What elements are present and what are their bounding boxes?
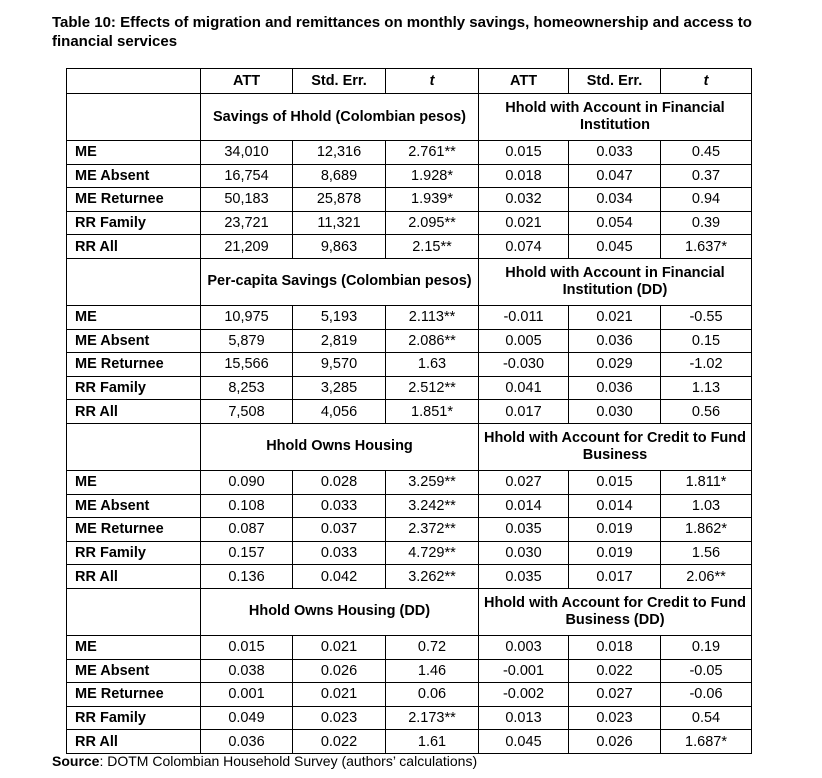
- value-cell: 16,754: [201, 164, 293, 188]
- row-label: ME Returnee: [67, 188, 201, 212]
- section-label-cell: [67, 258, 201, 305]
- value-cell: 0.029: [569, 353, 661, 377]
- value-cell: 4,056: [293, 400, 386, 424]
- table-row: [67, 683, 752, 707]
- value-cell: 0.015: [201, 635, 293, 659]
- section-label-cell: [67, 423, 201, 470]
- table-row: [67, 164, 752, 188]
- value-cell: 0.033: [569, 141, 661, 165]
- value-cell: -1.02: [661, 353, 752, 377]
- row-label: ME Returnee: [67, 518, 201, 542]
- table-row: [67, 541, 752, 565]
- section-title-left: Hhold Owns Housing: [201, 423, 479, 470]
- value-cell: 0.06: [386, 683, 479, 707]
- row-label: ME Absent: [67, 659, 201, 683]
- value-cell: 8,253: [201, 376, 293, 400]
- row-label: RR All: [67, 400, 201, 424]
- results-table: [66, 68, 752, 754]
- section-header-row: [67, 588, 752, 635]
- section-title-right: Hhold with Account for Credit to Fund Business: [479, 423, 752, 470]
- value-cell: 0.015: [569, 470, 661, 494]
- section-title-left: Hhold Owns Housing (DD): [201, 588, 479, 635]
- value-cell: 23,721: [201, 211, 293, 235]
- value-cell: 0.026: [293, 659, 386, 683]
- table-row: [67, 518, 752, 542]
- value-cell: 2.086**: [386, 329, 479, 353]
- value-cell: 34,010: [201, 141, 293, 165]
- value-cell: 0.021: [479, 211, 569, 235]
- value-cell: 11,321: [293, 211, 386, 235]
- value-cell: 0.003: [479, 635, 569, 659]
- section-header-row: [67, 94, 752, 141]
- value-cell: 0.56: [661, 400, 752, 424]
- value-cell: 0.94: [661, 188, 752, 212]
- table-row: [67, 235, 752, 259]
- value-cell: 0.017: [569, 565, 661, 589]
- table-row: [67, 635, 752, 659]
- value-cell: 0.027: [479, 470, 569, 494]
- table-row: [67, 353, 752, 377]
- value-cell: 0.15: [661, 329, 752, 353]
- value-cell: 0.37: [661, 164, 752, 188]
- section-label-cell: [67, 94, 201, 141]
- table-row: [67, 565, 752, 589]
- value-cell: 3,285: [293, 376, 386, 400]
- row-label: ME: [67, 141, 201, 165]
- value-cell: 0.035: [479, 518, 569, 542]
- col-header-std-err: Std. Err.: [293, 69, 386, 94]
- table-row: [67, 329, 752, 353]
- value-cell: 0.015: [479, 141, 569, 165]
- corner-cell: [67, 69, 201, 94]
- section-header-row: [67, 423, 752, 470]
- value-cell: 0.074: [479, 235, 569, 259]
- value-cell: 0.034: [569, 188, 661, 212]
- col-header-att: ATT: [201, 69, 293, 94]
- value-cell: 0.036: [569, 376, 661, 400]
- value-cell: 0.019: [569, 518, 661, 542]
- value-cell: -0.001: [479, 659, 569, 683]
- value-cell: 0.036: [201, 730, 293, 754]
- table-row: [67, 494, 752, 518]
- value-cell: 0.005: [479, 329, 569, 353]
- value-cell: 0.021: [569, 305, 661, 329]
- section-header-row: [67, 258, 752, 305]
- row-label: ME Absent: [67, 329, 201, 353]
- value-cell: 0.018: [569, 635, 661, 659]
- table-row: [67, 470, 752, 494]
- value-cell: 2.372**: [386, 518, 479, 542]
- table-row: [67, 305, 752, 329]
- value-cell: 1.13: [661, 376, 752, 400]
- table-row: [67, 659, 752, 683]
- value-cell: 2.113**: [386, 305, 479, 329]
- value-cell: 1.928*: [386, 164, 479, 188]
- value-cell: 1.811*: [661, 470, 752, 494]
- value-cell: 0.022: [569, 659, 661, 683]
- row-label: ME: [67, 305, 201, 329]
- value-cell: 2.512**: [386, 376, 479, 400]
- value-cell: 7,508: [201, 400, 293, 424]
- value-cell: 1.637*: [661, 235, 752, 259]
- table-row: [67, 706, 752, 730]
- value-cell: 0.030: [479, 541, 569, 565]
- column-header-row: [67, 69, 752, 94]
- table-row: [67, 211, 752, 235]
- value-cell: 0.045: [569, 235, 661, 259]
- row-label: RR Family: [67, 706, 201, 730]
- section-title-right: Hhold with Account for Credit to Fund Business (DD): [479, 588, 752, 635]
- row-label: RR Family: [67, 541, 201, 565]
- value-cell: 0.136: [201, 565, 293, 589]
- table-row: [67, 188, 752, 212]
- table-title: Table 10: Effects of migration and remittances on monthly savings, homeownership and access to financial services: [52, 14, 752, 50]
- row-label: RR Family: [67, 376, 201, 400]
- value-cell: 3.259**: [386, 470, 479, 494]
- table-row: [67, 376, 752, 400]
- value-cell: 1.63: [386, 353, 479, 377]
- value-cell: -0.06: [661, 683, 752, 707]
- row-label: ME: [67, 470, 201, 494]
- value-cell: 0.087: [201, 518, 293, 542]
- value-cell: -0.011: [479, 305, 569, 329]
- source-label: Source: [52, 753, 100, 769]
- value-cell: 1.862*: [661, 518, 752, 542]
- value-cell: 0.030: [569, 400, 661, 424]
- value-cell: 2.06**: [661, 565, 752, 589]
- col-header-att: ATT: [479, 69, 569, 94]
- row-label: RR All: [67, 235, 201, 259]
- value-cell: 0.022: [293, 730, 386, 754]
- col-header-std-err: Std. Err.: [569, 69, 661, 94]
- value-cell: 1.939*: [386, 188, 479, 212]
- value-cell: 0.037: [293, 518, 386, 542]
- row-label: ME: [67, 635, 201, 659]
- value-cell: 0.027: [569, 683, 661, 707]
- value-cell: 1.851*: [386, 400, 479, 424]
- value-cell: 0.019: [569, 541, 661, 565]
- value-cell: 25,878: [293, 188, 386, 212]
- value-cell: 0.014: [479, 494, 569, 518]
- row-label: RR All: [67, 730, 201, 754]
- value-cell: 3.262**: [386, 565, 479, 589]
- value-cell: 5,879: [201, 329, 293, 353]
- value-cell: 2.173**: [386, 706, 479, 730]
- value-cell: 0.001: [201, 683, 293, 707]
- value-cell: 0.108: [201, 494, 293, 518]
- row-label: RR Family: [67, 211, 201, 235]
- source-note: [52, 753, 477, 769]
- value-cell: 0.017: [479, 400, 569, 424]
- row-label: ME Absent: [67, 164, 201, 188]
- value-cell: 0.157: [201, 541, 293, 565]
- value-cell: 0.033: [293, 541, 386, 565]
- value-cell: 15,566: [201, 353, 293, 377]
- value-cell: 50,183: [201, 188, 293, 212]
- value-cell: 0.026: [569, 730, 661, 754]
- value-cell: 1.61: [386, 730, 479, 754]
- value-cell: 2.761**: [386, 141, 479, 165]
- value-cell: 0.090: [201, 470, 293, 494]
- section-label-cell: [67, 588, 201, 635]
- value-cell: 0.028: [293, 470, 386, 494]
- value-cell: 1.56: [661, 541, 752, 565]
- value-cell: 9,570: [293, 353, 386, 377]
- value-cell: 3.242**: [386, 494, 479, 518]
- value-cell: 0.032: [479, 188, 569, 212]
- value-cell: 0.014: [569, 494, 661, 518]
- value-cell: -0.55: [661, 305, 752, 329]
- value-cell: -0.002: [479, 683, 569, 707]
- row-label: RR All: [67, 565, 201, 589]
- table-row: [67, 141, 752, 165]
- value-cell: 21,209: [201, 235, 293, 259]
- value-cell: 0.018: [479, 164, 569, 188]
- value-cell: 0.049: [201, 706, 293, 730]
- section-title-right: Hhold with Account in Financial Institution (DD): [479, 258, 752, 305]
- section-title-left: Savings of Hhold (Colombian pesos): [201, 94, 479, 141]
- section-title-right: Hhold with Account in Financial Institution: [479, 94, 752, 141]
- value-cell: 1.687*: [661, 730, 752, 754]
- value-cell: -0.05: [661, 659, 752, 683]
- value-cell: 8,689: [293, 164, 386, 188]
- value-cell: 0.013: [479, 706, 569, 730]
- value-cell: 5,193: [293, 305, 386, 329]
- value-cell: 12,316: [293, 141, 386, 165]
- col-header-t: t: [661, 69, 752, 94]
- value-cell: 0.39: [661, 211, 752, 235]
- value-cell: 0.036: [569, 329, 661, 353]
- section-title-left: Per-capita Savings (Colombian pesos): [201, 258, 479, 305]
- value-cell: 9,863: [293, 235, 386, 259]
- value-cell: 0.035: [479, 565, 569, 589]
- value-cell: 0.042: [293, 565, 386, 589]
- value-cell: 2.095**: [386, 211, 479, 235]
- table-row: [67, 400, 752, 424]
- value-cell: 2,819: [293, 329, 386, 353]
- row-label: ME Returnee: [67, 683, 201, 707]
- row-label: ME Absent: [67, 494, 201, 518]
- col-header-t: t: [386, 69, 479, 94]
- value-cell: 0.021: [293, 683, 386, 707]
- value-cell: 0.033: [293, 494, 386, 518]
- value-cell: 0.023: [293, 706, 386, 730]
- value-cell: 0.047: [569, 164, 661, 188]
- value-cell: 0.19: [661, 635, 752, 659]
- row-label: ME Returnee: [67, 353, 201, 377]
- value-cell: 1.03: [661, 494, 752, 518]
- value-cell: 4.729**: [386, 541, 479, 565]
- value-cell: 0.54: [661, 706, 752, 730]
- value-cell: 0.041: [479, 376, 569, 400]
- value-cell: 0.72: [386, 635, 479, 659]
- source-text: : DOTM Colombian Household Survey (authors’ calculations): [99, 753, 478, 769]
- value-cell: 0.023: [569, 706, 661, 730]
- value-cell: 0.054: [569, 211, 661, 235]
- value-cell: 0.45: [661, 141, 752, 165]
- value-cell: 1.46: [386, 659, 479, 683]
- value-cell: 0.021: [293, 635, 386, 659]
- value-cell: -0.030: [479, 353, 569, 377]
- value-cell: 0.038: [201, 659, 293, 683]
- value-cell: 10,975: [201, 305, 293, 329]
- value-cell: 2.15**: [386, 235, 479, 259]
- table-row: [67, 730, 752, 754]
- value-cell: 0.045: [479, 730, 569, 754]
